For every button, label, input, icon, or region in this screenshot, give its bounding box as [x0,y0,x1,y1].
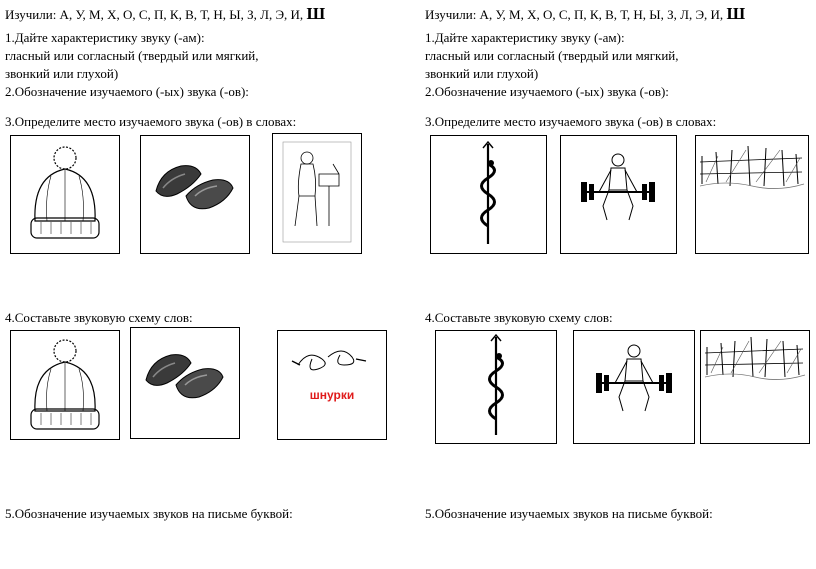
task5-title: 5.Обозначение изучаемых звуков на письме буквой: [5,506,293,521]
fence-picture [695,135,809,254]
task1-options: гласный или согласный (твердый или мягкий, [5,48,259,63]
seamstress-icon [273,134,361,253]
task3-title: 3.Определите место изучаемого звука (-ов) в словах: [5,114,297,129]
task1-options-cont: звонкий или глухой) [425,66,539,81]
task3-title: 3.Определите место изучаемого звука (-ов) в словах: [425,114,717,129]
task5-title: 5.Обозначение изучаемых звуков на письме буквой: [425,506,713,521]
studied-letters-list: Изучили: А, У, М, Х, О, С, П, К, В, Т, Н, Ы, З, Л, Э, И, [425,7,724,22]
shoes-picture-2 [130,327,240,439]
seamstress-picture [272,133,362,254]
weightlifter-picture-2 [573,330,695,444]
task4-title: 4.Составьте звуковую схему слов: [5,310,193,325]
task1-options: гласный или согласный (твердый или мягкий, [425,48,679,63]
worksheet-left [0,0,400,569]
task1-title: 1.Дайте характеристику звуку (-ам): [425,30,625,45]
snake-staff-picture-2 [435,330,557,444]
worksheet-right [420,0,816,569]
fence-icon [696,136,808,253]
snake-staff-icon [431,136,546,253]
fence-picture-2 [700,330,810,444]
shoes-icon [131,328,239,438]
studied-letters [425,6,745,23]
studied-target-letter: Ш [306,4,326,23]
shoelaces-icon [278,331,386,439]
task1-options-cont: звонкий или глухой) [5,66,119,81]
studied-letters [5,6,325,23]
fence-icon [701,331,809,443]
shoes-picture [140,135,250,254]
task4-title: 4.Составьте звуковую схему слов: [425,310,613,325]
hat-icon [11,136,119,253]
task2-title: 2.Обозначение изучаемого (-ых) звука (-ов): [5,84,249,99]
laces-word-label: шнурки [309,388,355,402]
studied-target-letter: Ш [726,4,746,23]
weightlifter-icon [561,136,676,253]
studied-letters-list: Изучили: А, У, М, Х, О, С, П, К, В, Т, Н, Ы, З, Л, Э, И, [5,7,304,22]
hat-picture-2 [10,330,120,440]
hat-picture [10,135,120,254]
shoes-icon [141,136,249,253]
task2-title: 2.Обозначение изучаемого (-ых) звука (-ов): [425,84,669,99]
snake-staff-picture [430,135,547,254]
laces-picture [277,330,387,440]
hat-icon [11,331,119,439]
snake-staff-icon [436,331,556,443]
weightlifter-icon [574,331,694,443]
task1-title: 1.Дайте характеристику звуку (-ам): [5,30,205,45]
weightlifter-picture [560,135,677,254]
